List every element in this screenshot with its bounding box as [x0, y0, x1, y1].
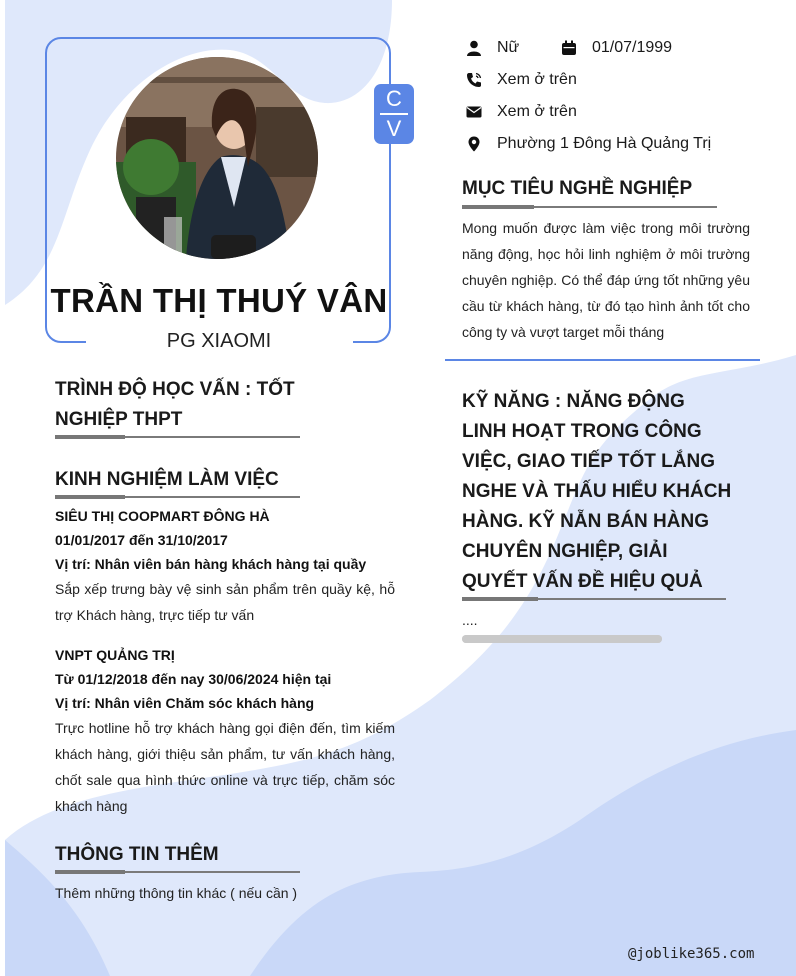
contact-gender-row	[466, 36, 519, 60]
experience-description: Trực hotline hỗ trợ khách hàng gọi điện đến, tìm kiếm khách hàng, giới thiệu sản phẩm, tư vấn khách hàng, chốt sale qua hình thức online và trực tiếp, chăm sóc khách hàng	[55, 720, 395, 814]
avatar	[116, 57, 318, 259]
skill-sub-label: ....	[462, 612, 478, 628]
cv-badge	[374, 84, 414, 144]
education-title-line-1: TRÌNH ĐỘ HỌC VẤN : TỐT	[55, 379, 295, 400]
additional-title: THÔNG TIN THÊM	[55, 844, 219, 865]
experience-title-rule-accent	[55, 495, 125, 499]
candidate-name: TRẦN THỊ THUÝ VÂN	[50, 282, 388, 319]
mail-icon	[466, 104, 482, 120]
objective-title-rule-accent	[462, 205, 534, 209]
footer-watermark: @joblike365.com	[628, 946, 755, 962]
contact-address: Phường 1 Đông Hà Quảng Trị	[497, 135, 712, 152]
additional-text: Thêm những thông tin khác ( nếu cần )	[55, 885, 298, 901]
contact-email: Xem ở trên	[497, 103, 577, 120]
skills-line: QUYẾT VẤN ĐỀ HIỆU QUẢ	[462, 571, 703, 592]
cv-badge-letter-v: V	[386, 116, 402, 141]
experience-title: KINH NGHIỆM LÀM VIỆC	[55, 469, 279, 490]
location-pin-icon	[466, 136, 482, 152]
candidate-role: PG XIAOMI	[166, 330, 272, 352]
experience-company: SIÊU THỊ COOPMART ĐÔNG HÀ	[55, 508, 270, 524]
skills-line: CHUYÊN NGHIỆP, GIẢI	[462, 541, 668, 562]
contact-birthdate-row	[561, 36, 672, 60]
skills-line: KỸ NĂNG : NĂNG ĐỘNG	[462, 391, 685, 412]
contact-email-row	[466, 100, 577, 124]
experience-company: VNPT QUẢNG TRỊ	[55, 647, 175, 663]
education-title-line-2: NGHIỆP THPT	[55, 409, 183, 430]
experience-description: Sắp xếp trưng bày vệ sinh sản phẩm trên quầy kệ, hỗ trợ Khách hàng, trực tiếp tư vấn	[55, 581, 395, 623]
education-title	[55, 375, 305, 435]
skill-level-bar	[462, 635, 662, 643]
skills-line: LINH HOẠT TRONG CÔNG	[462, 421, 702, 442]
additional-title-rule-accent	[55, 870, 125, 874]
avatar-photo	[116, 57, 318, 259]
experience-position: Vị trí: Nhân viên Chăm sóc khách hàng	[55, 695, 315, 711]
calendar-icon	[561, 40, 577, 56]
objective-text: Mong muốn được làm việc trong môi trường năng động, học hỏi linh nghiệm ở môi trường chuyên nghiệp. Có thể đáp ứng tốt những yêu cầu từ khách hàng, từ đó tạo hình ảnh tốt cho công ty và vượt target mỗi tháng	[462, 220, 750, 340]
skills-block	[462, 387, 762, 597]
objective-title: MỤC TIÊU NGHỀ NGHIỆP	[462, 178, 693, 199]
experience-item	[55, 504, 395, 628]
experience-period: Từ 01/12/2018 đến nay 30/06/2024 hiện tại	[55, 671, 332, 687]
user-icon	[466, 40, 482, 56]
contact-gender: Nữ	[497, 39, 520, 56]
phone-icon	[466, 72, 482, 88]
skills-title-rule-accent	[462, 597, 538, 601]
experience-item	[55, 643, 395, 819]
experience-position: Vị trí: Nhân viên bán hàng khách hàng tại quầy	[55, 556, 367, 572]
skills-line: VIỆC, GIAO TIẾP TỐT LẮNG	[462, 451, 716, 472]
contact-address-row	[466, 132, 711, 156]
cv-badge-letter-c: C	[386, 86, 402, 111]
experience-period: 01/01/2017 đến 31/10/2017	[55, 532, 228, 548]
education-title-rule-accent	[55, 435, 125, 439]
skill-level-fill	[462, 635, 662, 643]
objective-divider	[445, 359, 760, 361]
contact-phone: Xem ở trên	[497, 71, 577, 88]
skills-line: NGHE VÀ THẤU HIỂU KHÁCH	[462, 481, 732, 502]
contact-birthdate: 01/07/1999	[592, 39, 673, 56]
skills-line: HÀNG. KỸ NẴN BÁN HÀNG	[462, 511, 709, 532]
contact-phone-row	[466, 68, 577, 92]
